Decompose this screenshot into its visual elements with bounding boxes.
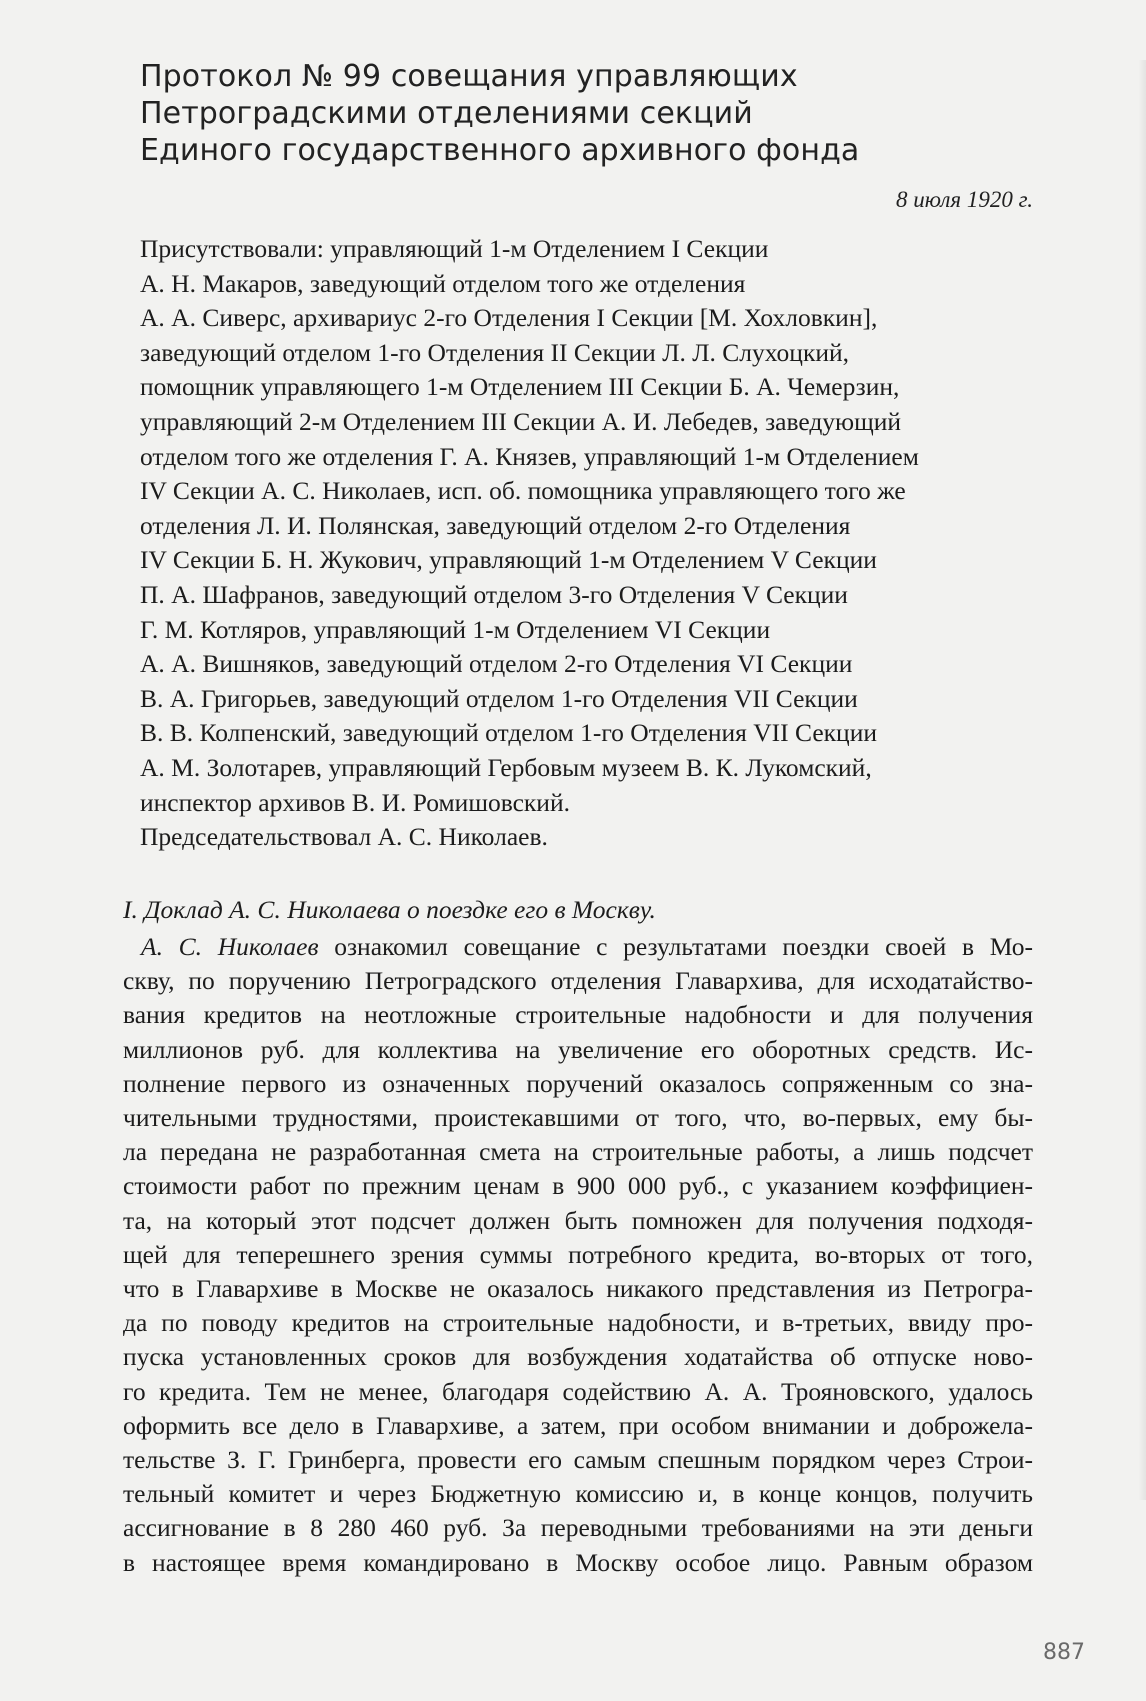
attendees-paragraph — [140, 232, 1040, 855]
attendees-line: А. Н. Макаров, заведующий отделом того же отделения — [140, 268, 746, 298]
report-line: чительными трудностями, проистекавшими от того, что, во-первых, ему бы- — [123, 1103, 1033, 1133]
attendees-line: отделом того же отделения Г. А. Князев, управляющий 1-м Отделением — [140, 441, 919, 471]
attendees-line: В. В. Колпенский, заведующий отделом 1-го Отделения VII Секции — [140, 718, 877, 748]
attendees-line: А. А. Вишняков, заведующий отделом 2-го Отделения VI Секции — [140, 649, 853, 679]
attendees-line: IV Секции А. С. Николаев, исп. об. помощника управляющего того же — [140, 476, 906, 506]
title-line: Протокол № 99 совещания управляющих — [140, 59, 798, 94]
report-line: что в Главархиве в Москве не оказалось никакого представления из Петрогра- — [123, 1274, 1033, 1304]
report-first-line-text: ознакомил совещание с результатами поездки своей в Мо- — [318, 932, 1033, 961]
speaker-name: А. С. Николаев — [141, 932, 319, 961]
attendees-line: отделения Л. И. Полянская, заведующий отделом 2-го Отделения — [140, 510, 851, 540]
report-line: вания кредитов на неотложные строительные надобности и для получения — [123, 1000, 1033, 1030]
report-line: го кредита. Тем не менее, благодаря содействию А. А. Трояновского, удалось — [123, 1376, 1033, 1406]
attendees-line: заведующий отделом 1-го Отделения II Секции Л. Л. Слухоцкий, — [140, 337, 850, 367]
section-heading: I. Доклад А. С. Николаева о поездке его в Москву. — [123, 895, 656, 924]
chairman-line: Председательствовал А. С. Николаев. — [140, 822, 548, 852]
attendees-line: П. А. Шафранов, заведующий отделом 3-го Отделения V Секции — [140, 579, 848, 609]
attendees-line: Присутствовали: управляющий 1-м Отделением I Секции — [140, 234, 769, 263]
attendees-line: Г. М. Котляров, управляющий 1-м Отделением VI Секции — [140, 614, 771, 644]
attendees-line: управляющий 2-м Отделением III Секции А. И. Лебедев, заведующий — [140, 406, 902, 436]
report-line: в настоящее время командировано в Москву особое лицо. Равным образом — [123, 1547, 1033, 1577]
report-line: оформить все дело в Главархиве, а затем, при особом внимании и доброжела- — [123, 1410, 1033, 1440]
report-line: стоимости работ по прежним ценам в 900 000 руб., с указанием коэффициен- — [123, 1171, 1033, 1201]
title-line: Единого государственного архивного фонда — [140, 133, 860, 168]
document-title — [140, 58, 1020, 169]
report-line: тельный комитет и через Бюджетную комиссию и, в конце концов, получить — [123, 1479, 1033, 1509]
report-line: пуска установленных сроков для возбуждения ходатайства об отпуске ново- — [123, 1342, 1033, 1372]
page-edge-shadow — [1138, 60, 1146, 1500]
attendees-line: В. А. Григорьев, заведующий отделом 1-го Отделения VII Секции — [140, 683, 858, 713]
report-line: тельстве З. Г. Гринберга, провести его самым спешным порядком через Строи- — [123, 1445, 1033, 1475]
attendees-line: IV Секции Б. Н. Жукович, управляющий 1-м Отделением V Секции — [140, 545, 877, 575]
report-line: ла передана не разработанная смета на строительные работы, а лишь подсчет — [123, 1137, 1033, 1167]
report-line: да по поводу кредитов на строительные надобности, и в-третьих, ввиду про- — [123, 1308, 1033, 1338]
attendees-line: А. М. Золотарев, управляющий Гербовым музеем В. К. Лукомский, — [140, 752, 872, 782]
report-paragraph — [123, 930, 1033, 1580]
report-line: та, на который этот подсчет должен быть помножен для получения подходя- — [123, 1205, 1033, 1235]
title-line: Петроградскими отделениями секций — [140, 96, 753, 131]
report-first-line — [123, 930, 1033, 964]
page-number: 887 — [1043, 1640, 1085, 1665]
attendees-line: инспектор архивов В. И. Ромишовский. — [140, 787, 570, 817]
attendees-line: А. А. Сиверс, архивариус 2-го Отделения I Секции [М. Хохловкин], — [140, 303, 878, 333]
report-line: миллионов руб. для коллектива на увеличение его оборотных средств. Ис- — [123, 1034, 1033, 1064]
report-line: скву, по поручению Петроградского отделения Главархива, для исходатайство- — [123, 966, 1033, 996]
report-line: полнение первого из означенных поручений оказалось сопряженным со зна- — [123, 1068, 1033, 1098]
report-line: щей для теперешнего зрения суммы потребного кредита, во-вторых от того, — [123, 1239, 1033, 1269]
attendees-line: помощник управляющего 1-м Отделением III Секции Б. А. Чемерзин, — [140, 372, 900, 402]
document-date: 8 июля 1920 г. — [895, 187, 1033, 212]
report-line: ассигнование в 8 280 460 руб. За переводными требованиями на эти деньги — [123, 1513, 1033, 1543]
